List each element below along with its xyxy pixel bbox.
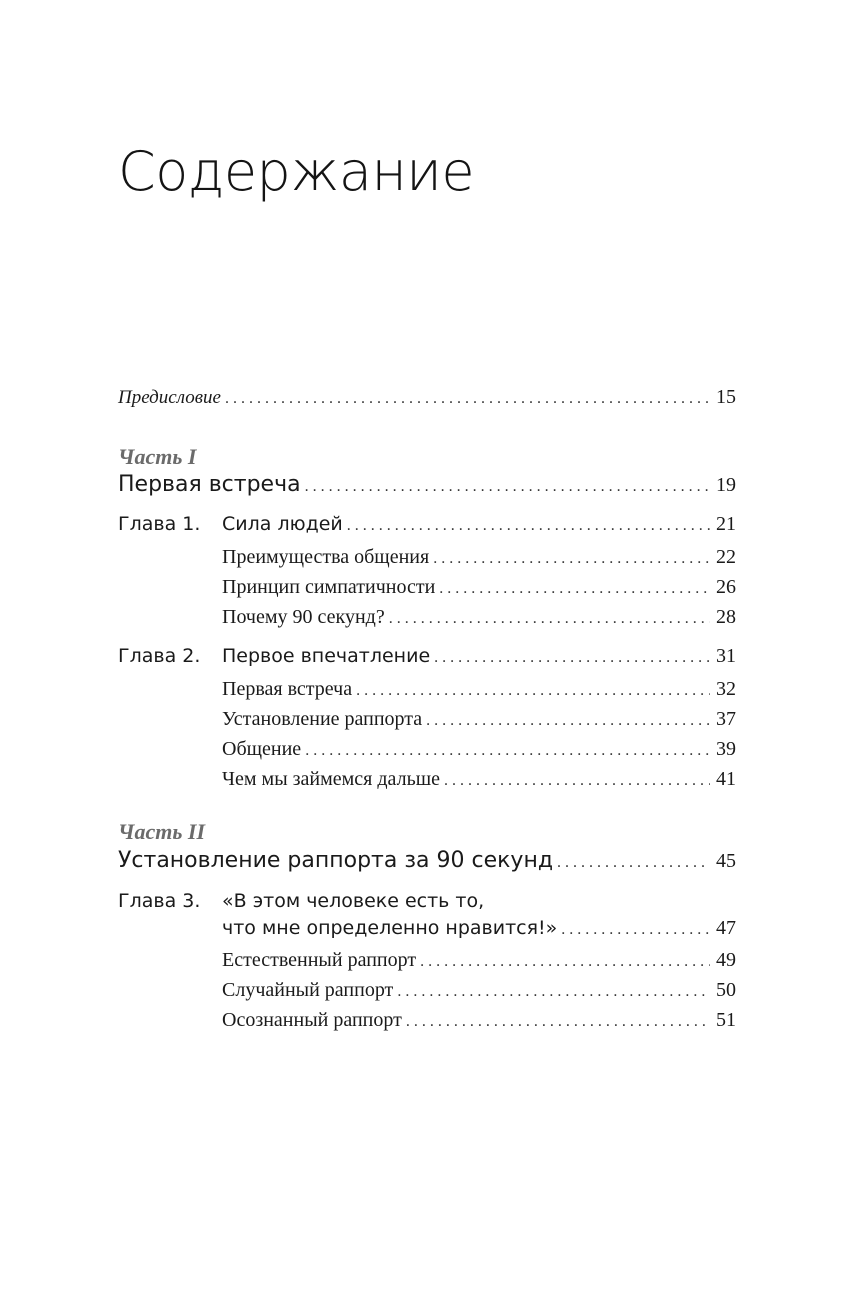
dot-leader: [397, 983, 710, 1001]
page-number: 51: [716, 1009, 736, 1031]
dot-leader: [433, 550, 710, 568]
toc-entry-section[interactable]: [222, 678, 736, 701]
toc-entry-chapter[interactable]: [222, 917, 736, 940]
toc-entry-label: «В этом человеке есть то,: [222, 890, 485, 912]
page-number: 22: [716, 546, 736, 568]
toc-entry-label: Предисловие: [118, 387, 221, 408]
toc-entry-label: Принцип симпатичности: [222, 576, 436, 598]
page-number: 37: [716, 708, 736, 730]
dot-leader: [225, 390, 710, 408]
toc-entry-label: что мне определенно нравится!»: [222, 917, 558, 939]
page-number: 28: [716, 606, 736, 628]
dot-leader: [434, 649, 710, 667]
toc-entry-chapter[interactable]: [222, 645, 736, 668]
toc-entry-label: Осознанный раппорт: [222, 1009, 402, 1031]
chapter-number: Глава 1.: [118, 513, 201, 535]
dot-leader: [561, 921, 710, 939]
toc-entry-section[interactable]: [222, 546, 736, 569]
dot-leader: [389, 610, 710, 628]
page-number: 47: [716, 917, 736, 939]
page-number: 15: [716, 386, 736, 408]
page-number: 41: [716, 768, 736, 790]
toc-entry-section[interactable]: [222, 979, 736, 1002]
part-label: Часть II: [118, 819, 206, 844]
page-number: 31: [716, 645, 736, 667]
dot-leader: [444, 772, 710, 790]
toc-entry-label: Почему 90 секунд?: [222, 606, 385, 628]
page-number: 50: [716, 979, 736, 1001]
page-number: 21: [716, 513, 736, 535]
dot-leader: [557, 854, 710, 872]
toc-entry-label: Установление раппорта: [222, 708, 423, 730]
part-label: Часть I: [118, 444, 197, 469]
toc-entry-label: Сила людей: [222, 513, 343, 535]
page-number: 49: [716, 949, 736, 971]
toc-entry-label: Первое впечатление: [222, 645, 431, 667]
page-number: 39: [716, 738, 736, 760]
dot-leader: [439, 580, 710, 598]
toc-entry-section[interactable]: [222, 708, 736, 731]
toc-entry-section[interactable]: [222, 1009, 736, 1032]
toc-entry-label: Преимущества общения: [222, 546, 430, 568]
dot-leader: [347, 517, 710, 535]
toc-entry-part[interactable]: [118, 848, 736, 873]
toc-entry-section[interactable]: [222, 576, 736, 599]
toc-entry-preface[interactable]: [118, 386, 736, 409]
dot-leader: [356, 682, 710, 700]
toc-entry-section[interactable]: [222, 768, 736, 791]
toc-entry-label: Чем мы займемся дальше: [222, 768, 440, 790]
page-number: 32: [716, 678, 736, 700]
toc-entry-section[interactable]: [222, 949, 736, 972]
page-number: 45: [716, 850, 736, 872]
dot-leader: [305, 478, 710, 496]
toc-entry-chapter[interactable]: [222, 513, 736, 536]
toc-entry-label: Общение: [222, 738, 302, 760]
page-number: 26: [716, 576, 736, 598]
dot-leader: [305, 742, 710, 760]
dot-leader: [426, 712, 710, 730]
page-number: 19: [716, 474, 736, 496]
chapter-number: Глава 2.: [118, 645, 201, 667]
toc-entry-label: Случайный раппорт: [222, 979, 394, 1001]
toc-entry-label: Первая встреча: [222, 678, 353, 700]
page-title: Содержание: [118, 140, 475, 203]
toc-entry-section[interactable]: [222, 606, 736, 629]
toc-entry-label: Установление раппорта за 90 секунд: [118, 848, 554, 873]
toc-entry-part[interactable]: [118, 472, 736, 497]
toc-entry-label: Естественный раппорт: [222, 949, 417, 971]
toc-entry-label: Первая встреча: [118, 472, 301, 497]
dot-leader: [406, 1013, 710, 1031]
chapter-number: Глава 3.: [118, 890, 201, 912]
dot-leader: [420, 953, 710, 971]
toc-entry-section[interactable]: [222, 738, 736, 761]
